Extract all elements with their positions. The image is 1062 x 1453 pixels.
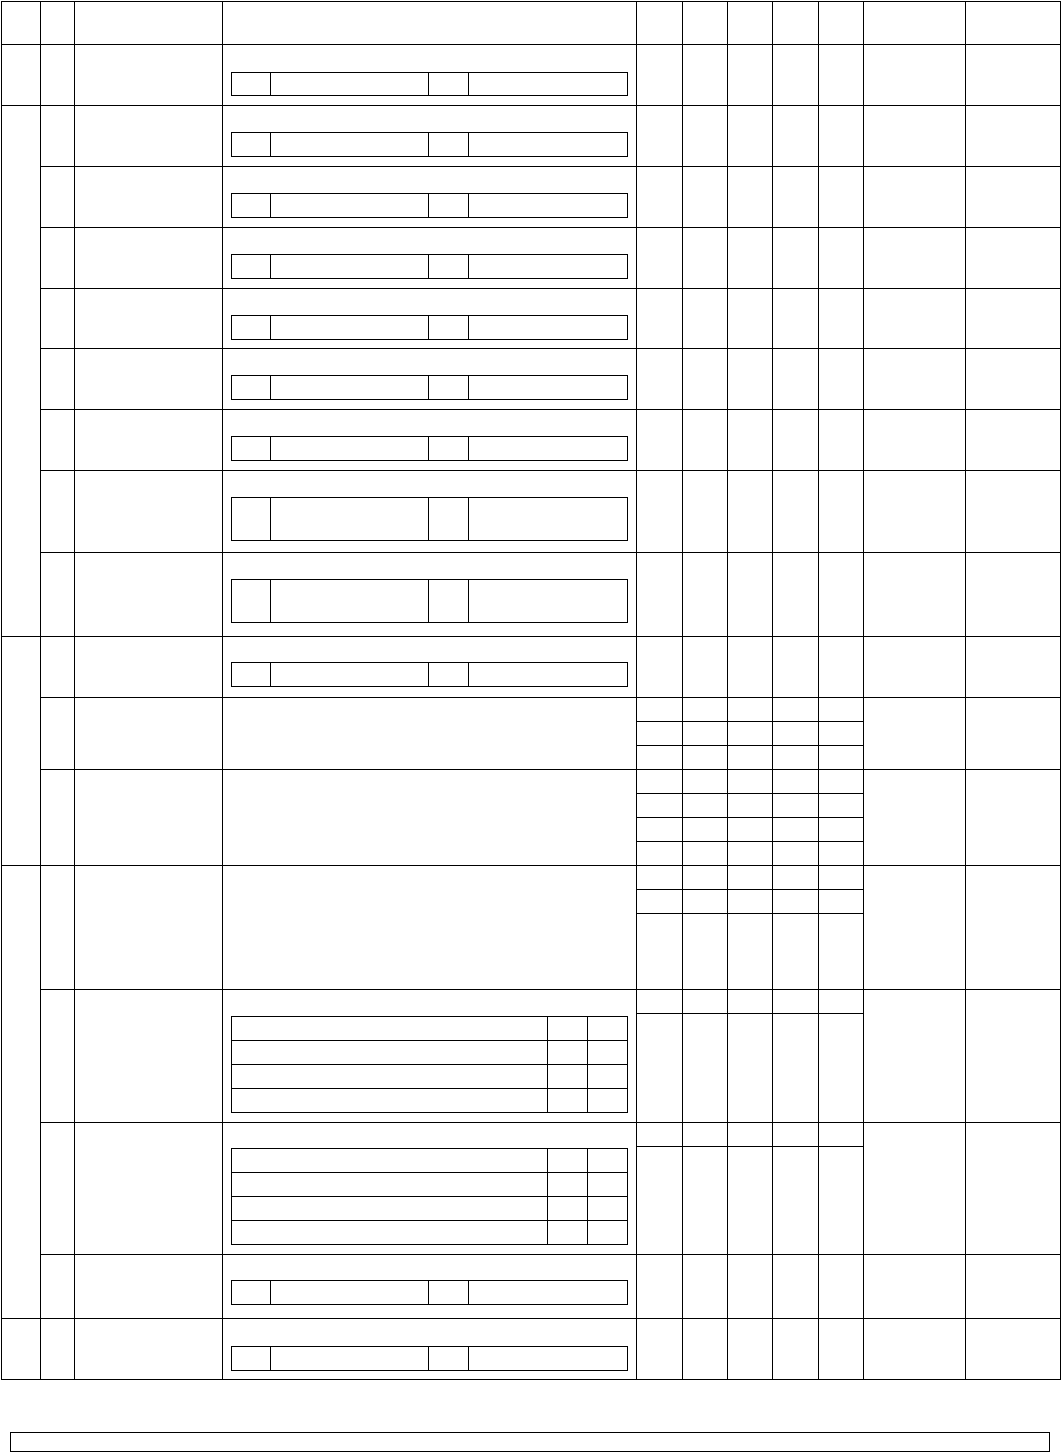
inner-field-divider (428, 579, 429, 623)
check-subrow-divider (636, 1013, 864, 1014)
inner-field-strip (627, 436, 628, 461)
inner-field-divider (468, 579, 469, 623)
inner-field-strip (231, 1346, 628, 1347)
inner-list-table (231, 1148, 628, 1149)
inner-field-strip (231, 1370, 628, 1371)
column-border-8 (818, 1, 819, 1380)
inner-field-divider (468, 132, 469, 157)
column-border-0 (1, 1, 2, 1380)
inner-field-strip (231, 540, 628, 541)
inner-field-divider (468, 72, 469, 96)
inner-list-row (231, 1064, 628, 1065)
inner-field-strip (231, 436, 232, 461)
inner-field-divider (428, 315, 429, 340)
inner-list-row (231, 1040, 628, 1041)
inner-field-divider (428, 72, 429, 96)
row-divider (40, 166, 1061, 167)
inner-field-strip (627, 132, 628, 157)
inner-list-row (231, 1196, 628, 1197)
header-bottom-border (1, 44, 1061, 45)
inner-field-strip (231, 95, 628, 96)
inner-field-divider (428, 193, 429, 218)
row-divider (40, 227, 1061, 228)
table-bottom-border (1, 1379, 1061, 1380)
column-border-11 (1060, 1, 1061, 1380)
inner-list-table (231, 1016, 628, 1017)
check-subrow-divider (636, 1146, 864, 1147)
check-subrow-divider (636, 793, 864, 794)
inner-field-divider (270, 72, 271, 96)
inner-field-divider (270, 315, 271, 340)
inner-field-divider (428, 132, 429, 157)
inner-field-strip (231, 497, 232, 541)
inner-field-strip (231, 662, 232, 687)
inner-field-strip (627, 375, 628, 400)
row-divider (40, 1122, 1061, 1123)
inner-field-strip (627, 254, 628, 279)
inner-field-strip (627, 662, 628, 687)
inner-field-strip (231, 1346, 232, 1371)
column-border-9 (863, 1, 864, 1380)
row-divider (40, 1254, 1061, 1255)
check-subrow-divider (636, 913, 864, 914)
inner-field-strip (231, 686, 628, 687)
inner-field-strip (231, 132, 232, 157)
inner-list-table (231, 1112, 628, 1113)
check-subrow-divider (636, 817, 864, 818)
inner-field-divider (468, 1280, 469, 1305)
inner-field-strip (231, 72, 628, 73)
inner-field-divider (270, 132, 271, 157)
inner-field-divider (468, 315, 469, 340)
inner-list-row (231, 1088, 628, 1089)
inner-field-divider (270, 579, 271, 623)
group-divider (1, 865, 1061, 866)
inner-field-divider (468, 662, 469, 687)
inner-field-strip (231, 460, 628, 461)
inner-field-divider (270, 375, 271, 400)
inner-field-strip (231, 132, 628, 133)
inner-field-strip (231, 1280, 628, 1281)
inner-field-divider (270, 1280, 271, 1305)
inner-field-strip (627, 315, 628, 340)
inner-field-divider (270, 193, 271, 218)
inner-field-divider (270, 662, 271, 687)
column-border-4 (636, 1, 637, 1380)
column-border-6 (727, 1, 728, 1380)
inner-field-divider (428, 1280, 429, 1305)
inner-field-strip (231, 193, 628, 194)
inner-field-divider (428, 375, 429, 400)
row-divider (40, 348, 1061, 349)
check-subrow-divider (636, 745, 864, 746)
inner-field-divider (468, 436, 469, 461)
inner-field-divider (270, 436, 271, 461)
inner-field-strip (231, 193, 232, 218)
inner-field-divider (468, 497, 469, 541)
row-divider (40, 552, 1061, 553)
column-border-10 (965, 1, 966, 1380)
inner-field-divider (468, 1346, 469, 1371)
inner-field-divider (428, 436, 429, 461)
footer-note-box (10, 1432, 1050, 1452)
inner-field-strip (231, 399, 628, 400)
inner-field-strip (231, 315, 628, 316)
inner-field-strip (231, 579, 232, 623)
inner-field-divider (428, 254, 429, 279)
inner-field-strip (627, 497, 628, 541)
row-divider (40, 409, 1061, 410)
row-divider (40, 288, 1061, 289)
group-divider (1, 636, 1061, 637)
inner-list-row (231, 1172, 628, 1173)
inner-field-divider (468, 375, 469, 400)
inner-field-divider (468, 193, 469, 218)
inner-field-strip (231, 339, 628, 340)
inner-field-strip (627, 579, 628, 623)
inner-field-strip (231, 254, 232, 279)
inner-field-strip (231, 375, 232, 400)
inner-field-strip (231, 72, 232, 96)
inner-field-strip (231, 579, 628, 580)
inner-field-strip (231, 662, 628, 663)
inner-field-strip (231, 436, 628, 437)
column-border-2 (74, 1, 75, 1380)
inner-field-strip (231, 315, 232, 340)
check-subrow-divider (636, 889, 864, 890)
inner-field-divider (468, 254, 469, 279)
inner-field-divider (270, 1346, 271, 1371)
table-top-border (1, 1, 1061, 2)
inner-list-table (231, 1244, 628, 1245)
check-subrow-divider (636, 841, 864, 842)
row-divider (40, 989, 1061, 990)
inner-field-divider (270, 254, 271, 279)
inner-field-strip (231, 1280, 232, 1305)
inner-field-divider (428, 1346, 429, 1371)
inner-field-strip (231, 622, 628, 623)
group-divider (1, 1318, 1061, 1319)
check-subrow-divider (636, 721, 864, 722)
column-border-5 (682, 1, 683, 1380)
inner-field-divider (270, 497, 271, 541)
inner-field-divider (428, 497, 429, 541)
inner-field-strip (627, 1280, 628, 1305)
row-divider (40, 697, 1061, 698)
inner-field-divider (428, 662, 429, 687)
inner-field-strip (627, 193, 628, 218)
column-border-1 (40, 1, 41, 1380)
inner-field-strip (231, 1304, 628, 1305)
inner-field-strip (231, 254, 628, 255)
column-border-7 (772, 1, 773, 1380)
group-divider (1, 105, 1061, 106)
inner-field-strip (231, 278, 628, 279)
inner-field-strip (231, 497, 628, 498)
inner-field-strip (231, 217, 628, 218)
inner-field-strip (231, 156, 628, 157)
inner-field-strip (231, 375, 628, 376)
inner-field-strip (627, 1346, 628, 1371)
inner-list-row (231, 1220, 628, 1221)
row-divider (40, 769, 1061, 770)
inner-field-strip (627, 72, 628, 96)
row-divider (40, 470, 1061, 471)
column-border-3 (222, 1, 223, 1380)
